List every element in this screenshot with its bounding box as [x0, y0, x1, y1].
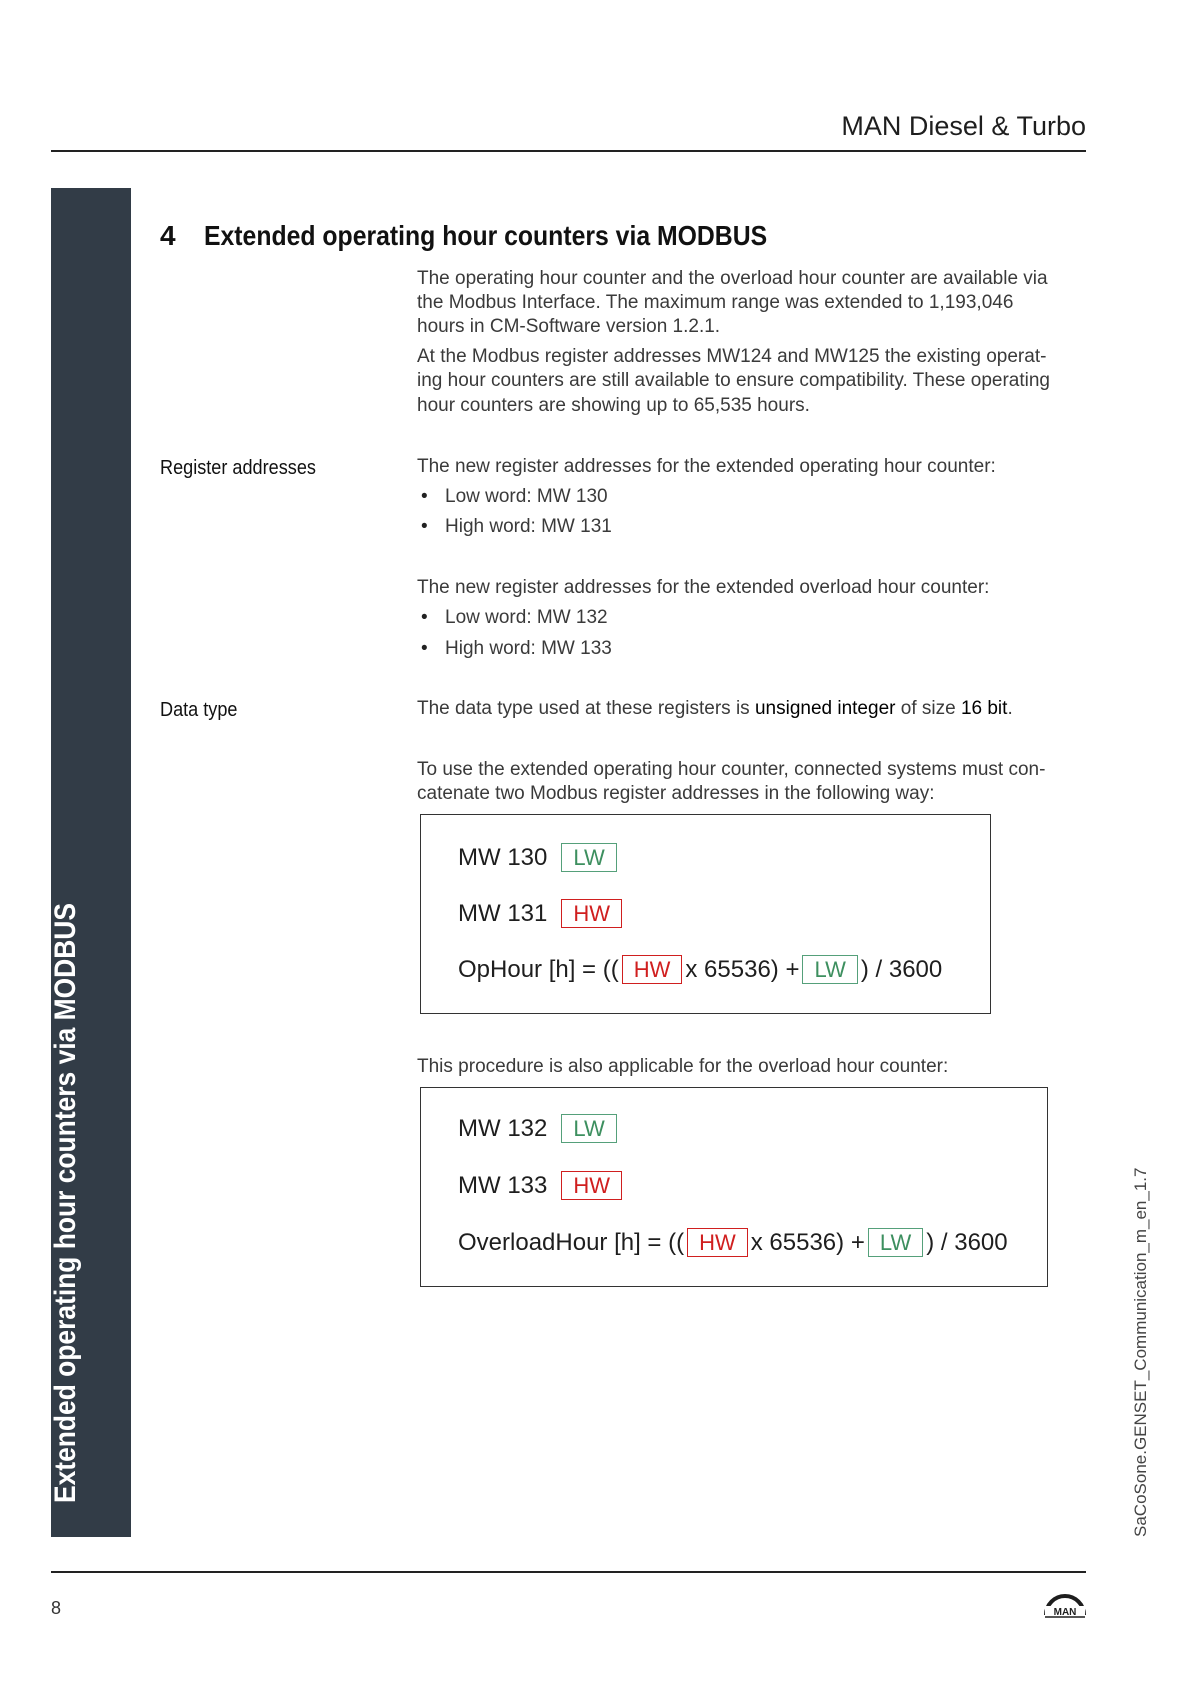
bullet-icon: • [421, 607, 428, 628]
header-rule [51, 150, 1086, 152]
low-word-tag: LW [868, 1228, 923, 1257]
section-title: Extended operating hour counters via MODBUS [204, 220, 768, 251]
register-name: MW 130 [458, 843, 548, 871]
high-word-tag: HW [622, 955, 683, 984]
formula-row [458, 954, 942, 985]
data-type-label: Data type [160, 699, 238, 721]
overload-hour-formula-box [420, 1087, 1048, 1287]
bullet-icon: • [421, 638, 428, 659]
register-name: MW 132 [458, 1114, 548, 1142]
document-id: SaCoSone.GENSET_Communication_m_en_1.7 [1131, 1167, 1150, 1537]
list-item-text: High word: MW 131 [445, 516, 612, 537]
footer-rule [51, 1571, 1086, 1573]
data-type-post: . [1007, 698, 1013, 719]
text-line: catenate two Modbus register addresses in the following way: [417, 783, 935, 804]
list-item-text: Low word: MW 132 [445, 607, 608, 628]
register-name: MW 131 [458, 899, 548, 927]
high-word-row [458, 898, 622, 929]
formula-multiplier: x 65536) + [685, 955, 800, 983]
data-type-mid: of size [895, 698, 961, 719]
data-type-text [417, 697, 1013, 721]
text-line: the Modbus Interface. The maximum range was extended to 1,193,046 [417, 292, 1014, 313]
text-line: hour counters are showing up to 65,535 hours. [417, 395, 810, 416]
text-line: ing hour counters are still available to ensure compatibility. These operating [417, 370, 1050, 391]
high-word-tag: HW [561, 899, 622, 928]
formula-tail: ) / 3600 [860, 955, 943, 983]
formula-multiplier: x 65536) + [750, 1228, 865, 1256]
high-word-row [458, 1170, 622, 1201]
man-logo-icon [1042, 1590, 1088, 1618]
low-word-tag: LW [561, 843, 616, 872]
bullet-icon: • [421, 516, 428, 537]
text-line: At the Modbus register addresses MW124 and MW125 the existing operat- [417, 346, 1047, 367]
overload-note: This procedure is also applicable for the overload hour counter: [417, 1056, 949, 1077]
section-number: 4 [160, 220, 176, 251]
text-line: The operating hour counter and the overload hour counter are available via [417, 268, 1048, 289]
logo-lettering: MAN [1053, 1607, 1077, 1618]
data-type-size: 16 bit [960, 698, 1008, 719]
operating-hour-formula-box [420, 814, 991, 1014]
bullet-icon: • [421, 486, 428, 507]
chapter-sidebar [51, 188, 131, 1537]
low-word-row [458, 842, 617, 873]
overload-register-intro: The new register addresses for the extended overload hour counter: [417, 577, 990, 598]
list-item-text: High word: MW 133 [445, 638, 612, 659]
low-word-row [458, 1113, 617, 1144]
header-brand: MAN Diesel & Turbo [841, 111, 1086, 141]
formula-tail: ) / 3600 [926, 1228, 1008, 1256]
text-line: To use the extended operating hour counter, connected systems must con- [417, 759, 1046, 780]
page-number: 8 [51, 1598, 62, 1618]
sidebar-chapter-title: Extended operating hour counters via MODBUS [49, 903, 82, 1503]
register-name: MW 133 [458, 1171, 548, 1199]
formula-lhs: OverloadHour [h] = (( [458, 1228, 685, 1256]
high-word-tag: HW [687, 1228, 748, 1257]
data-type-pre: The data type used at these registers is [417, 698, 755, 719]
formula-row [458, 1227, 1008, 1258]
formula-lhs: OpHour [h] = (( [458, 955, 619, 983]
low-word-tag: LW [561, 1114, 616, 1143]
high-word-tag: HW [561, 1171, 622, 1200]
low-word-tag: LW [802, 955, 857, 984]
text-line: hours in CM-Software version 1.2.1. [417, 316, 721, 337]
register-addresses-label: Register addresses [160, 457, 316, 479]
operating-register-intro: The new register addresses for the extended operating hour counter: [417, 456, 996, 477]
data-type-value: unsigned integer [754, 698, 896, 719]
list-item-text: Low word: MW 130 [445, 486, 608, 507]
